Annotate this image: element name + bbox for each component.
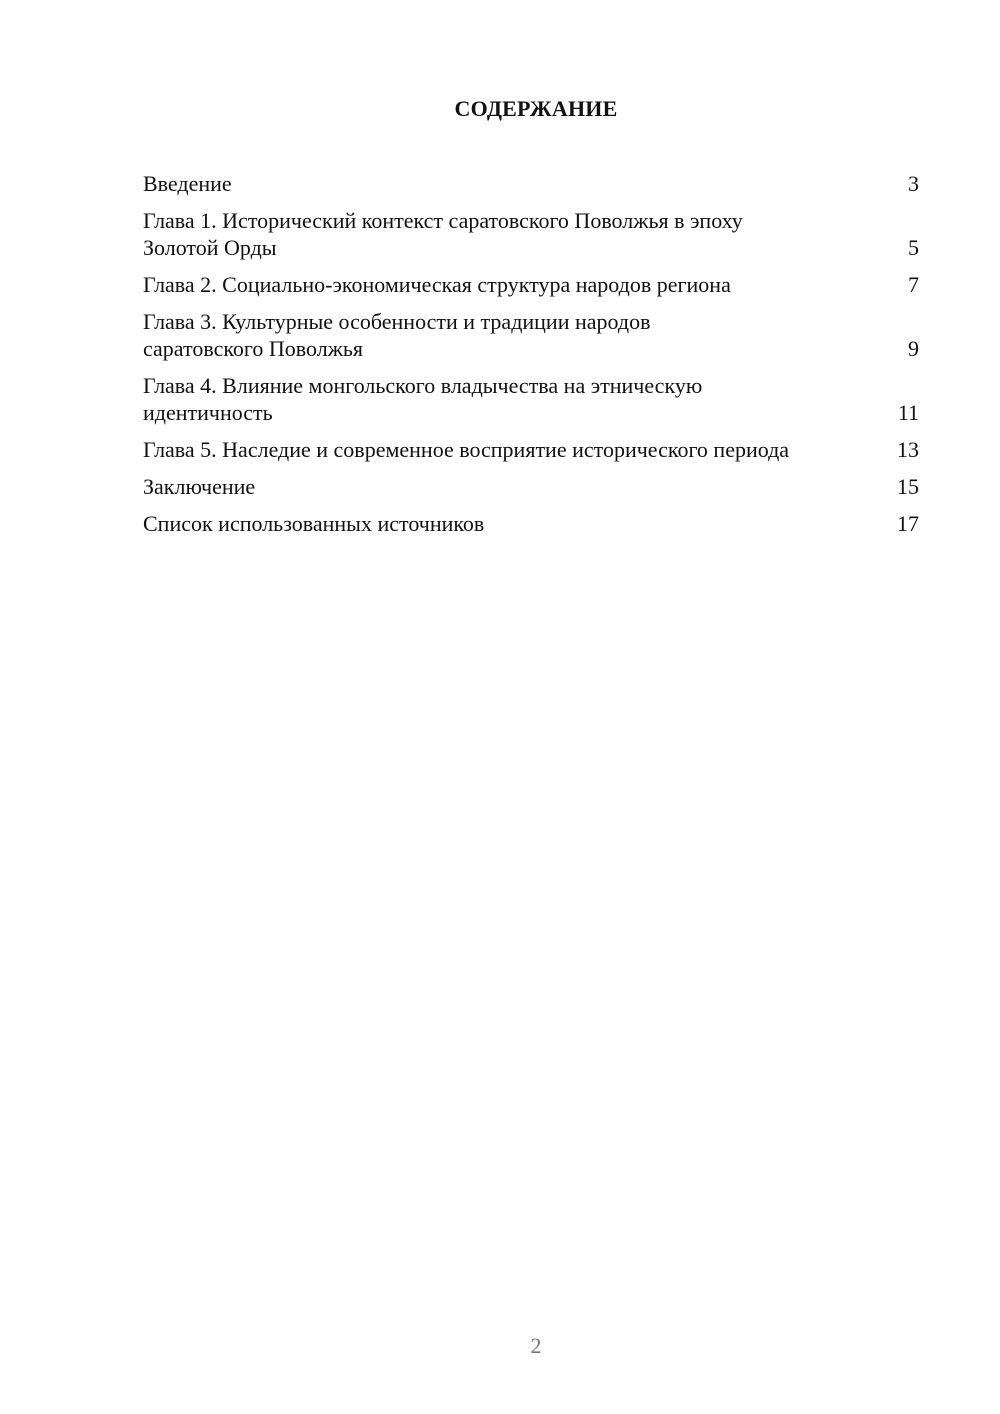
toc-item-page: 11 [897, 400, 919, 425]
toc-item-page: 9 [908, 336, 919, 361]
toc-item-page: 17 [897, 511, 919, 536]
toc-item-chapter-5 [143, 436, 919, 463]
toc-item-references [143, 510, 919, 537]
toc-item-text: Глава 2. Социально-экономическая структура народов региона [143, 272, 731, 297]
page-number: 2 [530, 1333, 542, 1358]
toc-item-text: Глава 1. Исторический контекст саратовского Поволжья в эпоху Золотой Орды [143, 208, 743, 260]
toc-item-chapter-4 [143, 372, 919, 426]
toc-item-chapter-1 [143, 207, 919, 261]
toc-item-conclusion [143, 473, 919, 500]
toc-item-text: Глава 5. Наследие и современное восприятие исторического периода [143, 437, 790, 462]
toc-title: СОДЕРЖАНИЕ [454, 96, 618, 121]
toc-list [143, 170, 919, 547]
toc-item-chapter-2 [143, 271, 919, 298]
toc-item-introduction [143, 170, 919, 197]
toc-item-chapter-3 [143, 308, 919, 362]
toc-item-text: Глава 4. Влияние монгольского владычества на этническую идентичность [143, 373, 703, 425]
toc-item-page: 15 [897, 474, 919, 499]
toc-item-text: Список использованных источников [143, 511, 485, 536]
toc-item-page: 3 [908, 171, 919, 196]
toc-item-page: 5 [908, 235, 919, 260]
toc-item-page: 7 [908, 272, 919, 297]
toc-item-text: Введение [143, 171, 232, 196]
toc-item-page: 13 [897, 437, 919, 462]
toc-item-text: Глава 3. Культурные особенности и традиции народов саратовского Поволжья [143, 309, 651, 361]
toc-item-text: Заключение [143, 474, 256, 499]
